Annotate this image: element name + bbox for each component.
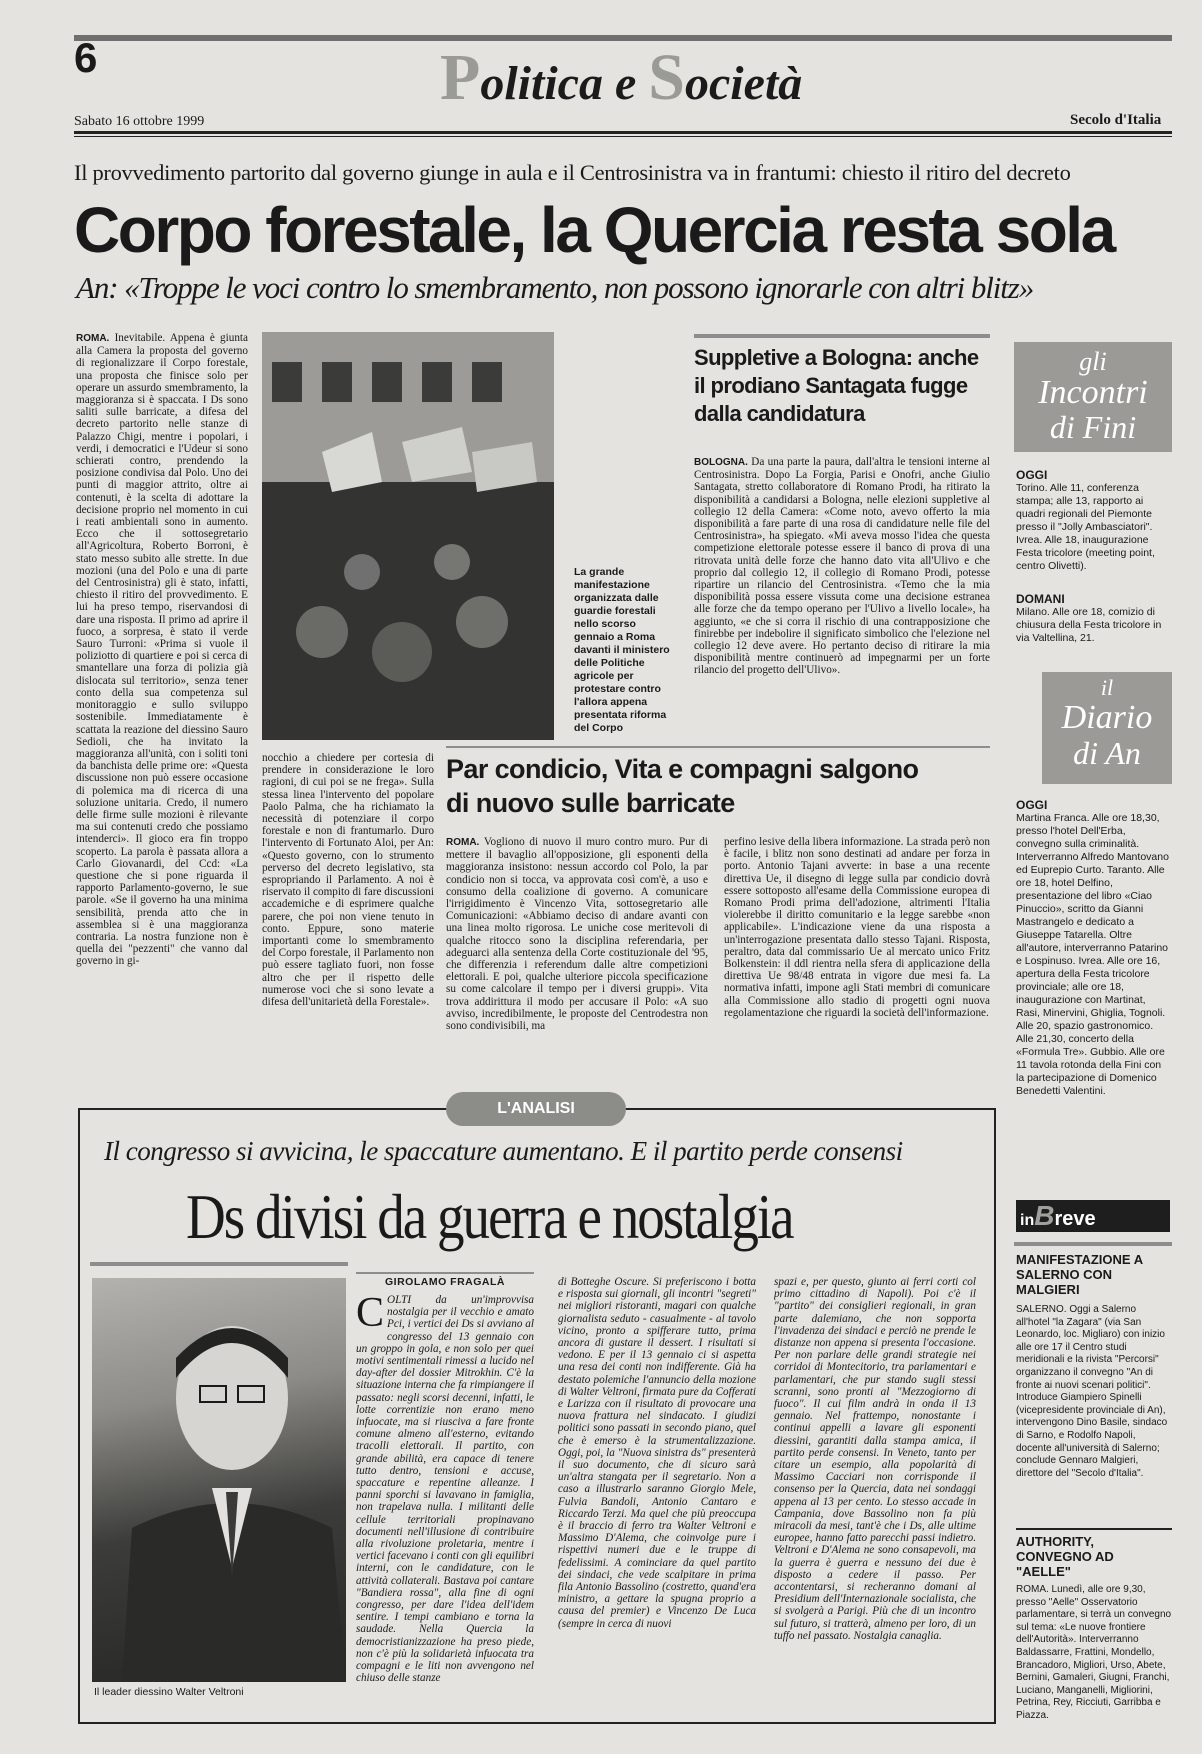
lead-column-1 — [76, 332, 248, 1054]
suppletive-headline: Suppletive a Bologna: anche il prodiano Santagata fugge dalla candidatura — [694, 345, 979, 426]
incontri-domani-text: Milano. Alle ore 18, comizio di chiusura della Festa tricolore in via Valtellina, 21. — [1016, 606, 1162, 644]
page-number: 6 — [74, 34, 98, 81]
in-breve-in: in — [1020, 1212, 1035, 1229]
breve-authority-headline: AUTHORITY, CONVEGNO AD "AELLE" — [1016, 1534, 1114, 1579]
incontri-di-fini: di Fini — [1049, 409, 1137, 445]
parcondicio-column-1 — [446, 836, 708, 1056]
parcondicio-headline: Par condicio, Vita e compagni salgono di nuovo sulle barricate — [446, 754, 919, 818]
incontri-di-fini-box — [1014, 342, 1172, 452]
section-title-part2: ocietà — [685, 57, 803, 110]
analisi-byline: GIROLAMO FRAGALÀ — [385, 1276, 505, 1288]
breve-salerno-text: SALERNO. Oggi a Salerno all'hotel "la Zagara" (via San Leonardo, loc. Migliaro) con inizio alle ore 17 il Centro studi meridionali e la rivista "Percorsi" organizzano il convegno "An di fronte ai nuovi scenari politici". Introduce Giampiero Spinelli (vicepresidente provinciale di An), intervengono Dino Basile, sindaco di Sarno, e Rodolfo Napoli, docente all'università di Salerno; conclude Gennaro Malgieri, direttore del "Secolo d'Italia". — [1016, 1304, 1168, 1479]
section-title-part1: olitica e — [480, 57, 649, 110]
veltroni-photo-caption: Il leader diessino Walter Veltroni — [94, 1686, 244, 1698]
incontri-domani-label: DOMANI — [1016, 592, 1065, 606]
analisi-left-rule — [90, 1262, 348, 1266]
breve-salerno-headline: MANIFESTAZIONE A SALERNO CON MALGIERI — [1016, 1252, 1143, 1297]
diario-di-an-box — [1042, 672, 1172, 784]
suppletive-text: Da una parte la paura, dall'altra le tensioni interne al Centrosinistra. Dopo La Forgia, Parisi e Onofri, anche Giulio Santagata, stretto collaboratore di Romano Prodi, ha ritirato la disponibilità a candidarsi a Bologna, nelle elezioni suppletive al collegio 12 della Camera: «Come noto, avevo offerto la mia disponibilità a fare parte di una rosa di candidature nelle file del Centrosinistra», ha spiegato. «Mi aveva mosso l'idea che questa competizione elettorale potesse essere il banco di prova di una ritrovata unità delle forze che hanno dato vita all'Ulivo e che proprio dal collegio 12, il collegio di Romano Prodi, potesse ripartire un rilancio del Centrosinistra. «Temo che la mia disponibilità possa essere vissuta come una decisione estranea alle forze che da tempo operano per l'Ulivo a livello locale», ha aggiunto, «e che si corra il rischio di una contrapposizione che finirebbe per indebolire il significato simbolico che l'elezione nel collegio 12 deve avere. Ho pertanto deciso di ritirare la mia disponibilità mentre continuerò ad impegnarmi per un forte rilancio del progetto dell'Ulivo». — [694, 456, 990, 677]
diario-oggi-text: Martina Franca. Alle ore 18,30, presso l'hotel Dell'Erba, convegno sulla criminalità. Interverranno Alfredo Mantovano ed Euprepio Curto. Taranto. Alle ore 18, hotel Delfino, presentazione del libro «Ciao Pinuccio», scritto da Gianni Mastrangelo e dedicato a Giuseppe Tatarella. Oltre all'autore, interverranno Patarino e Lospinuso. Ivrea. Alle ore 16, apertura della Festa tricolore provinciale; alle ore 18, inaugurazione con Martinat, Rasi, Minervini, Ghiglia, Tognoli. Alle 20, spazio gastronomico. Alle 21,30, concerto della «Formula Tre». Gubbio. Alle ore 11 tavola rotonda della Fini con la partecipazione di Domenico Benedetti Valentini. — [1016, 812, 1169, 1097]
header-rule — [74, 131, 1172, 134]
demonstration-photo-image — [262, 332, 554, 740]
parcondicio-dateline: ROMA. — [446, 837, 480, 848]
in-breve-banner — [1016, 1200, 1170, 1232]
diario-il: il — [1100, 675, 1114, 700]
lead-col1-text: Inevitabile. Appena è giunta alla Camera la proposta del governo di regionalizzare il Corpo forestale, una proposta che finisce solo per operare un assurdo smembramento, la maggioranza si è spaccata. I Ds sono saliti sulle barricate, a difesa del decreto partorito nelle stanze di Palazzo Chigi, mentre i popolari, i verdi, i democratici e l'Udeur si sono schierati contro, prendendo la posizione condivisa dal Polo. Uno dei punti di maggior attrito, oltre ai contenuti, è la scelta di adottare la decisione proprio nel momento in cui i reati ambientali sono in aumento. Ecco che il sottosegretario all'Agricoltura, Roberto Borroni, è stato messo subito alle strette. In due mozioni (una del Polo e una di parte del Centrosinistra) gli è stato, infatti, chiesto il ritiro del provvedimento. E lui ha preso tempo, riservandosi di dare una risposta. Il primo ad aprire il fuoco, a sorpresa, è stato il verde Sauro Turroni: «Prima si vuole il poliziotto di quartiere e poi si cerca di smantellare una forza di polizia già dislocata sul territorio», senza tener conto della sua competenza sul monitoraggio e sullo sviluppo sostenibile. Immediatamente è scattata la reazione del diessino Sauro Sedioli, che ha invitato la maggioranza all'unità, con i soliti toni da banchista delle prime ore: «Questa discussione non può essere occasione di polemica ma di ricerca di una soluzione unitaria. Credo, il numero delle firme sulle mozioni è rilevante ma sui contenuti credo che possiamo intenderci». Il gioco era fin troppo scoperto. La parola è passata allora a Carlo Giovanardi, del Ccd: «La questione che si pone riguarda il rapporto Parlamento-governo, le sue parole. «Se il governo ha una minima sensibilità, prenda atto che in assemblea si è una maggioranza contraria. La nostra funzione non è quella dei "pezzenti" che vanno dal governo in gi- — [76, 332, 248, 968]
incontri-oggi-label: OGGI — [1016, 468, 1048, 482]
lead-photo-caption: La grande manifestazione organizzata dalle guardie forestali nello scorso gennaio a Roma davanti il ministero delle Politiche agricole per protestare contro l'allora appena presentata riforma del Corpo — [574, 566, 670, 734]
parcondicio-rule — [446, 746, 990, 748]
analisi-column-2 — [558, 1276, 756, 1708]
header-rule-thin — [74, 136, 1172, 137]
analisi-label: L'ANALISI — [446, 1092, 626, 1126]
lead-subhead: An: «Troppe le voci contro lo smembramento, non possono ignorarle con altri blitz» — [76, 270, 1034, 305]
analisi-col1-text: OLTI da un'improvvisa nostalgia per il vecchio e amato Pci, i vertici dei Ds si avviano al congresso del 13 gennaio con un groppo in gola, e non solo per quei motivi sentimentali rimessi a lucido nel day-after del dossier Mitrokhin. C'è la situazione interna che fa rimpiangere il passato: negli scorsi decenni, infatti, le lotte correntizie non erano meno infuocate, ma si riusciva a fare fronte comune almeno all'esterno, evitando tracolli elettorali. Il partito, con grande abilità, era capace di tenere tutto dentro, tensioni e accuse, spaccature e repentine alleanze. I panni sporchi si lavavano in famiglia, non trapelava nulla. I militanti delle cellule territoriali propinavano documenti nell'illusione di contribuire alla rivoluzione proletaria, mentre i vertici facevano i conti con gli equilibri interni, con le candidature, con le attività collaterali. Bastava poi cantare "Bandiera rossa", alla fine di ogni congresso, per dare l'idea dell'idem sentire. I tempi cambiano e torna la saudade. Nella Quercia la democristianizzazione ha preso piede, non c'è più la solidarietà infuocata tra compagni e le liti non avvengono nel chiuso delle stanze — [356, 1294, 534, 1685]
incontri-gli: gli — [1079, 347, 1107, 376]
analisi-column-1 — [356, 1294, 534, 1708]
section-title-initial-p: P — [440, 41, 481, 114]
lead-dateline: ROMA. — [76, 333, 110, 344]
analisi-headline: Ds divisi da guerra e nostalgia — [186, 1181, 793, 1252]
analisi-box-right — [994, 1108, 996, 1724]
analisi-box-left — [78, 1108, 80, 1724]
breve-rule — [1014, 1242, 1172, 1246]
analisi-col3-text: spazi e, per questo, giunto ai ferri corti col primo cittadino di Napoli). Poi c'è il "partito" dei consiglieri regionali, in gran parte dalemiano, che non sopporta l'invadenza dei sindaci e perciò ne prende le distanze non appena si presenta l'occasione. Per non parlare delle grandi strategie nei corridoi di Montecitorio, tra parlamentari e parlamentari, che pur stando sugli stessi scranni, sono pronti al "Mezzogiorno di fuoco". Il cui film andrà in onda il 13 gennaio. Nel frattempo, nonostante i continui appelli a lavare gli esponenti diessini, garantiti dalla stampa amica, il partito perde consensi. In Veneto, tanto per citare un esempio, alla popolarità di Massimo Cacciari non corrisponde il consenso per la Quercia, data nei sondaggi appena al 13 per cento. Lo stesso accade in Campania, dove Bassolino non fa più miracoli da mesi, tant'è che i Ds, alle ultime europee, hanno fatto parecchi passi indietro. Veltroni e D'Alema ne sono consapevoli, ma la guerra è guerra e nessuno dei due è disposto a cedere il passo. Per accontentarsi, si recheranno domani al Presidium dell'Internazionale socialista, che si svolgerà a Parigi. Più che di un incontro sul futuro, si tratterà, almeno per loro, di un tuffo nel passato. Nostalgia canaglia. — [774, 1276, 976, 1642]
issue-date: Sabato 16 ottobre 1999 — [74, 114, 205, 129]
parcondicio-column-2 — [724, 836, 990, 1056]
lead-col2-text: nocchio a chiedere per cortesia di prendere in considerazione le loro ragioni, di cui poi se ne frega». Sulla stessa linea l'intervento del popolare Paolo Palma, che ha richiamato la necessità di potenziare il corpo forestale e non di frantumarlo. Duro l'intervento di Fortunato Aloi, per An: «Questo governo, con lo strumento perverso del decreto legislativo, sta espropriando il Parlamento. A noi è riservato il compito di fare discussioni accademiche e di esprimere qualche parere, che poi non viene tenuto in conto. Eppure, sono materie importanti come lo smembramento del Corpo forestale, il Parlamento non può essere tagliato fuori, non fosse altro che per il rispetto delle numerose voci che si sono levate a difesa dell'unitarietà della Forestale». — [262, 752, 434, 1009]
suppletive-dateline: BOLOGNA. — [694, 457, 748, 468]
analisi-kicker: Il congresso si avvicina, le spaccature aumentano. E il partito perde consensi — [104, 1136, 903, 1166]
incontri-oggi-text: Torino. Alle 11, conferenza stampa; alle 13, rapporto ai quadri regionali del Piemonte presso il "Jolly Ambasciatori". Ivrea. Alle 18, inaugurazione Festa tricolore (meeting point, centro Olivetti). — [1016, 482, 1155, 572]
lead-column-2 — [262, 752, 434, 1062]
analisi-box-bottom — [78, 1722, 996, 1724]
suppletive-body — [694, 456, 990, 730]
byline-rule — [356, 1272, 534, 1274]
lead-kicker: Il provvedimento partorito dal governo giunge in aula e il Centrosinistra va in frantumi: chiesto il ritiro del decreto — [74, 160, 1071, 185]
diario-title: Diario — [1061, 699, 1153, 736]
veltroni-photo — [92, 1278, 346, 1682]
breve-authority-text: ROMA. Lunedì, alle ore 9,30, presso "Aelle" Osservatorio parlamentare, si terrà un convegno sul tema: «Le nuove frontiere dell'Autorità». Interverranno Baldassarre, Frattini, Mondello, Brancadoro, Migliori, Urso, Abete, Bernini, Gamaleri, Giugni, Franchi, Luciano, Manganelli, Migliorini, Petrina, Rey, Ricciuti, Garribba e Piazza. — [1016, 1584, 1172, 1721]
forestali-demonstration-photo — [262, 332, 554, 740]
in-breve-initial: B — [1034, 1200, 1055, 1231]
lead-headline: Corpo forestale, la Quercia resta sola — [74, 194, 1114, 266]
suppletive-rule — [694, 334, 990, 338]
in-breve-rest: reve — [1054, 1208, 1096, 1230]
veltroni-portrait-image — [92, 1278, 346, 1682]
masthead: Secolo d'Italia — [1070, 112, 1162, 128]
parcondicio-col1-text: Vogliono di nuovo il muro contro muro. Pur di mettere il bavaglio all'opposizione, gli esponenti della maggioranza insistono: nessun accordo col Polo, la par condicio non si tocca, va approvata così com'è, a uso e consumo della coalizione di governo. A comunicare l'irrigidimento è Vincenzo Vita, sottosegretario alle Comunicazioni: «Abbiamo deciso di andare avanti con una linea molto rigorosa. Le uniche cose meritevoli di qualche ritocco sono la disciplina referendaria, per adeguarci alla sentenza della Corte costituzionale del '95, che differenzia i referendum dalle altre competizioni elettorali. E poi, qualche ulteriore piccola specificazione su come calcolare il tempo per i diversi gruppi». Vita trova addirittura il modo per accusare il Polo: «A suo avviso, incredibilmente, le proposte del Centrodestra non sono condivisibili, ma — [446, 836, 708, 1033]
analisi-col2-text: di Botteghe Oscure. Si preferiscono i botta e risposta sui giornali, gli incontri "segreti" nei migliori ristoranti, magari con qualche giornalista seduto - casualmente - al tavolo vicino, pronto a spifferare tutto, prima ancora di gustare il dessert. I risultati si vedono. E per il 13 gennaio ci si aspetta una resa dei conti non indifferente. Già ha destato polemiche l'annuncio della mozione di Walter Veltroni, firmata pure da Cofferati e Larizza con il risultato di provocare una nuova frattura nel sindacato. I giudizi politici sono passati in secondo piano, quel che è emerso è la strumentalizzazione. Oggi, poi, la "Nuova sinistra ds" presenterà il suo documento, che di sicuro sarà un'altra stangata per il segretario. Non a caso a illustrarlo saranno Giorgio Mele, Fulvia Bandoli, Antonio Cantaro e Riccardo Terzi. Ma quel che più preoccupa è il braccio di ferro tra Walter Veltroni e Massimo D'Alema, che coinvolge pure i rispettivi numeri due e le truppe di fedelissimi. A cominciare da quel partito dei sindaci, che vede scalpitare in prima fila Antonio Bassolino (costretto, quand'era ministro, a gettare la spugna proprio a causa del premier) e Vincenzo De Luca (sempre in cerca di nuovi — [558, 1276, 756, 1630]
analisi-column-3 — [774, 1276, 976, 1708]
diario-di-an: di An — [1073, 735, 1141, 771]
diario-oggi-label: OGGI — [1016, 798, 1048, 812]
breve2-rule — [1016, 1528, 1172, 1530]
parcondicio-col2-text: perfino lesive della libera informazione. La strada però non è facile, i blitz non sono destinati ad andare per forza in porto. Antonio Tajani avverte: in base a una recente direttiva Ue, il disegno di legge sulla par condicio dovrà essere sottoposto all'esame della Commissione europea di Romano Prodi prima dell'adozione, altrimenti l'Italia violerebbe il diritto comunitario e la legge sarebbe «non applicabile». L'indicazione viene da una risposta a un'interrogazione presentata dallo stesso Tajani. Risposta, peraltro, data dal commissario Ue al mercato unico Fritz Bolkenstein: il ddl rientra nella sfera di applicazione della direttiva Ue 98/48 entrata in vigore due mesi fa. La normativa infatti, impone agli Stati membri di comunicare alla Commissione allo stadio di progetti ogni nuova regolamentazione che riguardi la società dell'informazione. — [724, 836, 990, 1019]
section-title — [440, 40, 802, 116]
incontri-title: Incontri — [1038, 374, 1148, 411]
section-title-initial-s: S — [648, 41, 685, 114]
analisi-dropcap: C — [356, 1294, 385, 1336]
